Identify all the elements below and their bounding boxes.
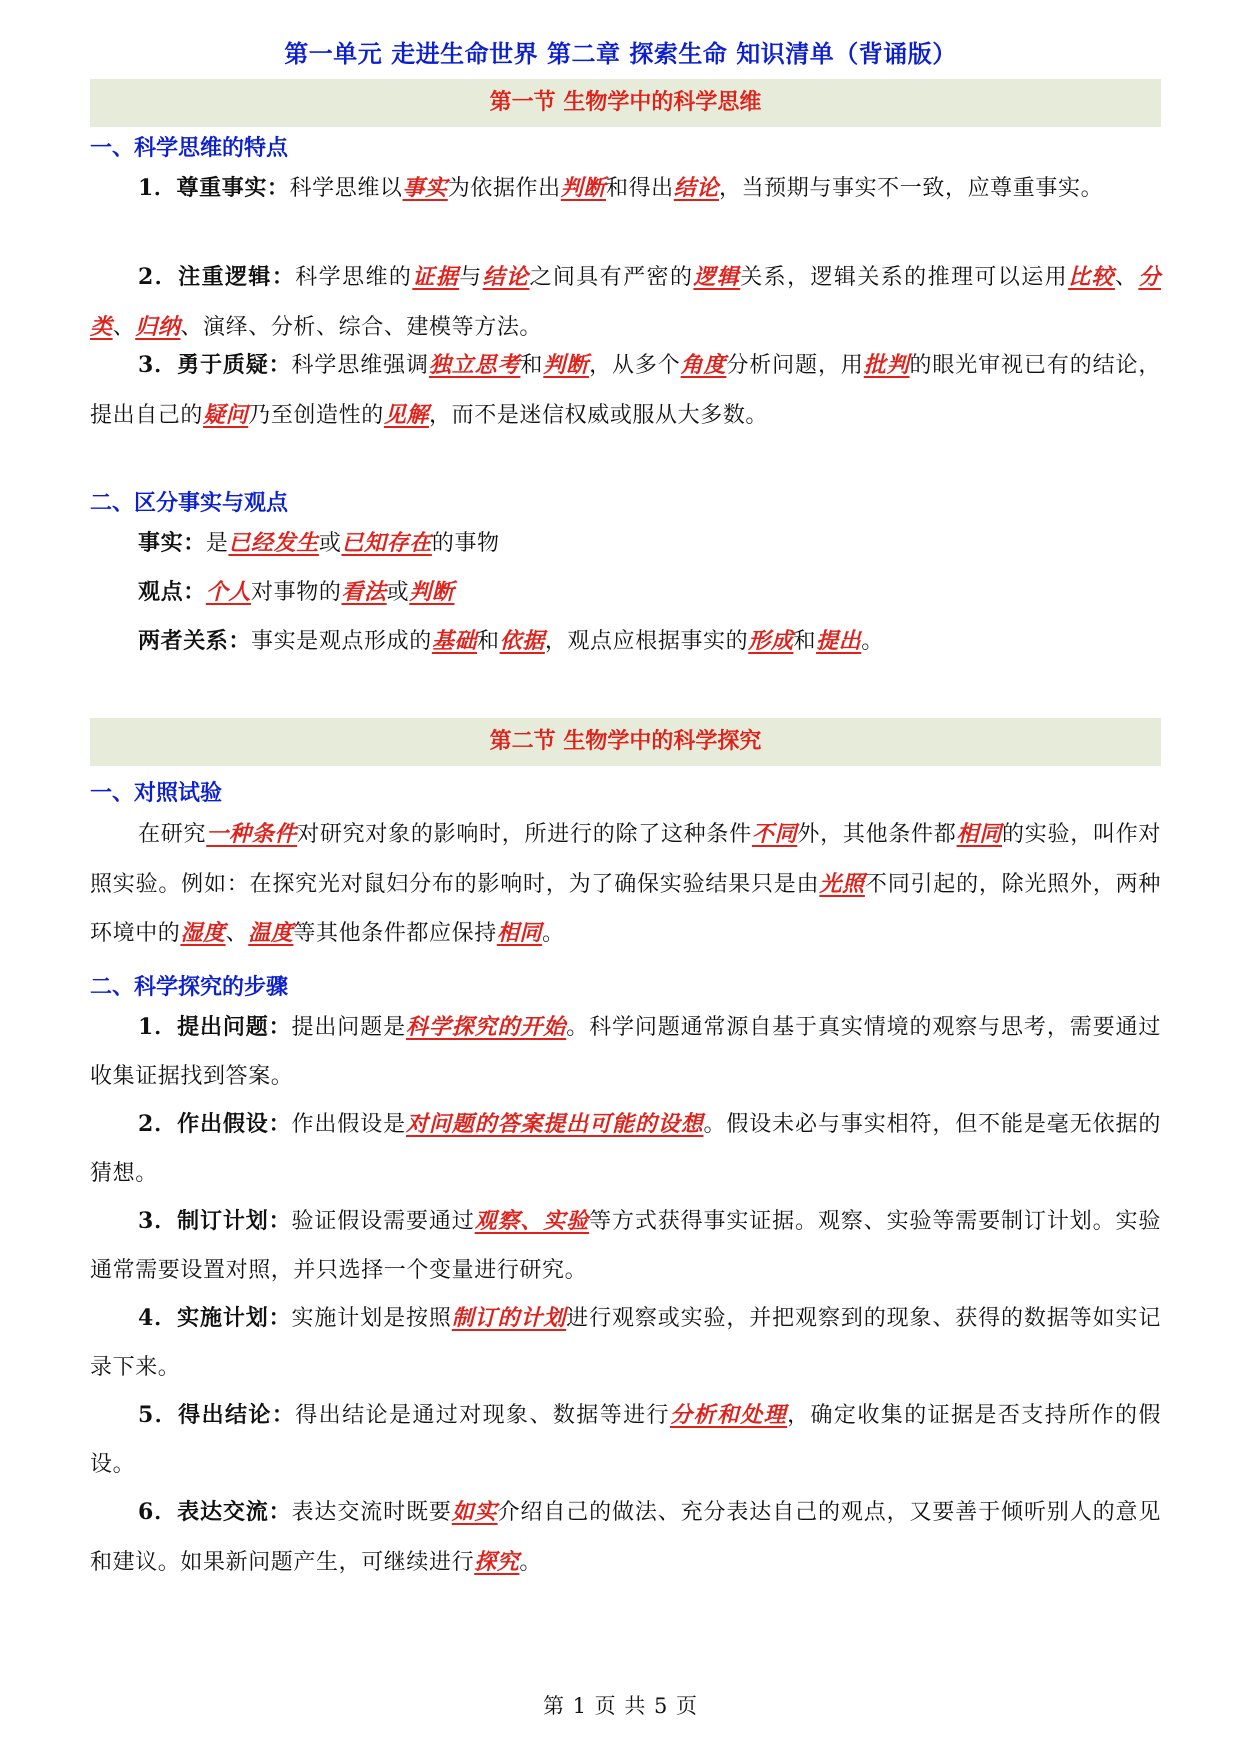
text: 。 bbox=[861, 629, 884, 654]
keyword: 判断 bbox=[409, 579, 455, 605]
text: 外，其他条件都 bbox=[797, 822, 957, 847]
text: 。科学问题通常源自基于真实情境的观察与思考，需要通过收集证据找到答案。 bbox=[90, 1015, 1161, 1089]
item-number: 3． bbox=[138, 1208, 178, 1234]
keyword: 温度 bbox=[248, 920, 294, 946]
text: 乃至创造性的 bbox=[248, 402, 384, 428]
keyword: 形成 bbox=[748, 628, 794, 654]
keyword: 疑问 bbox=[203, 401, 249, 428]
keyword: 如实 bbox=[451, 1499, 498, 1525]
text: 对研究对象的影响时，所进行的除了这种条件 bbox=[297, 822, 752, 847]
keyword: 一种条件 bbox=[206, 821, 298, 847]
item-label: 表达交流： bbox=[177, 1500, 292, 1525]
heading-science-thinking-features: 一、科学思维的特点 bbox=[90, 136, 289, 161]
text: ，从多个 bbox=[589, 353, 681, 378]
item-number: 6． bbox=[138, 1499, 178, 1525]
text: 不同引起的，除光照外，两种环境中的 bbox=[90, 871, 1161, 946]
text: 的实验，叫作对照实验。例如：在探究光对鼠妇分布的影响时，为了确保实验结果只是由 bbox=[90, 822, 1162, 897]
keyword: 比较 bbox=[1068, 264, 1115, 290]
keyword: 分类 bbox=[90, 264, 1161, 340]
text: 。 bbox=[519, 1549, 543, 1575]
item-number: 1． bbox=[138, 1014, 178, 1040]
paragraph-question bbox=[90, 341, 1161, 440]
keyword: 结论 bbox=[673, 175, 719, 201]
keyword: 对问题的答案提出可能的设想 bbox=[405, 1111, 704, 1137]
text: 验证假设需要通过 bbox=[291, 1209, 475, 1234]
text: ，当预期与事实不一致，应尊重事实。 bbox=[718, 176, 1104, 201]
text: 的眼光审视已有的结论，提出自己的 bbox=[90, 353, 1161, 428]
text: 实施计划是按照 bbox=[291, 1306, 452, 1331]
heading-control-experiment: 一、对照试验 bbox=[90, 781, 223, 806]
keyword: 归纳 bbox=[135, 313, 181, 340]
keyword: 制订的计划 bbox=[451, 1305, 567, 1331]
item-number: 4． bbox=[138, 1305, 178, 1331]
item-label: 实施计划： bbox=[177, 1306, 292, 1331]
item-label: 作出假设： bbox=[177, 1112, 292, 1137]
item-label: 注重逻辑： bbox=[178, 265, 296, 290]
paragraph-step-plan bbox=[90, 1197, 1161, 1295]
text: 之间具有严密的 bbox=[529, 265, 694, 290]
text: 、 bbox=[112, 314, 136, 340]
text: 科学思维的 bbox=[295, 265, 413, 290]
text: 。 bbox=[542, 921, 565, 946]
text: 科学思维以 bbox=[289, 176, 403, 201]
paragraph-relation bbox=[90, 617, 1161, 667]
text: 的事物 bbox=[431, 531, 500, 556]
text: 为依据作出 bbox=[447, 176, 561, 201]
keyword: 证据 bbox=[412, 264, 460, 290]
text: 或 bbox=[318, 531, 342, 556]
keyword: 角度 bbox=[680, 352, 727, 378]
paragraph-step-conclusion bbox=[90, 1391, 1161, 1489]
keyword: 见解 bbox=[383, 401, 430, 428]
keyword: 基础 bbox=[431, 628, 478, 654]
document-title: 第一单元 走进生命世界 第二章 探索生命 知识清单（背诵版） bbox=[284, 40, 957, 68]
item-label: 勇于质疑： bbox=[177, 353, 292, 378]
item-label: 得出结论： bbox=[178, 1403, 296, 1428]
keyword: 批判 bbox=[863, 352, 910, 378]
text: 和得出 bbox=[605, 176, 674, 201]
text: 对事物的 bbox=[251, 580, 342, 605]
text: 和 bbox=[793, 629, 817, 654]
section-2-title: 第二节 生物学中的科学探究 bbox=[90, 718, 1161, 766]
text: 表达交流时既要 bbox=[291, 1500, 452, 1525]
paragraph-fact bbox=[90, 519, 1161, 569]
text: 进行观察或实验，并把观察到的现象、获得的数据等如实记录下来。 bbox=[90, 1306, 1161, 1380]
text: 、演绎、分析、综合、建模等方法。 bbox=[180, 314, 543, 340]
paragraph-opinion bbox=[90, 568, 1161, 618]
paragraph-step-hypothesis bbox=[90, 1100, 1161, 1198]
paragraph-respect-facts bbox=[90, 164, 1161, 214]
paragraph-step-question bbox=[90, 1003, 1161, 1101]
item-label: 制订计划： bbox=[177, 1209, 292, 1234]
keyword: 事实 bbox=[402, 175, 448, 201]
text: 。假设未必与事实相符，但不能是毫无依据的猜想。 bbox=[90, 1112, 1161, 1186]
keyword: 科学探究的开始 bbox=[405, 1014, 567, 1040]
text: 作出假设是 bbox=[291, 1112, 406, 1137]
paragraph-step-implement bbox=[90, 1294, 1161, 1392]
page-number-footer: 第 1 页 共 5 页 bbox=[542, 1694, 699, 1718]
item-number: 1． bbox=[138, 175, 177, 201]
keyword: 已经发生 bbox=[228, 530, 319, 556]
item-number: 2． bbox=[138, 264, 179, 290]
keyword: 结论 bbox=[482, 264, 530, 290]
text: 、 bbox=[225, 921, 249, 946]
keyword: 提出 bbox=[816, 628, 862, 654]
keyword: 湿度 bbox=[180, 920, 226, 946]
text: 等其他条件都应保持 bbox=[293, 921, 497, 946]
item-label: 提出问题： bbox=[177, 1015, 292, 1040]
keyword: 光照 bbox=[819, 870, 865, 897]
item-label: 观点： bbox=[138, 580, 206, 605]
text: 和 bbox=[520, 353, 544, 378]
keyword: 判断 bbox=[543, 352, 590, 378]
text: 科学思维强调 bbox=[291, 353, 429, 378]
paragraph-logic bbox=[90, 253, 1161, 352]
keyword: 分析和处理 bbox=[669, 1402, 788, 1428]
item-number: 3． bbox=[138, 352, 178, 378]
paragraph-control-experiment bbox=[90, 810, 1161, 959]
keyword: 已知存在 bbox=[341, 530, 432, 556]
keyword: 独立思考 bbox=[428, 352, 521, 378]
keyword: 依据 bbox=[499, 628, 545, 654]
text: 提出问题是 bbox=[291, 1015, 406, 1040]
keyword: 相同 bbox=[956, 821, 1003, 847]
text: 分析问题，用 bbox=[726, 353, 864, 378]
text: 在研究 bbox=[138, 822, 207, 847]
keyword: 看法 bbox=[341, 579, 387, 605]
text: 等方式获得事实证据。观察、实验等需要制订计划。实验通常需要设置对照，并只选择一个变量进行研究。 bbox=[90, 1209, 1161, 1283]
keyword: 不同 bbox=[751, 821, 798, 847]
keyword: 判断 bbox=[560, 175, 606, 201]
keyword: 观察、实验 bbox=[474, 1208, 590, 1234]
item-label: 事实： bbox=[138, 531, 206, 556]
keyword: 探究 bbox=[474, 1548, 520, 1575]
item-number: 5． bbox=[138, 1402, 179, 1428]
paragraph-step-communicate bbox=[90, 1488, 1161, 1587]
keyword: 个人 bbox=[205, 579, 252, 605]
heading-inquiry-steps: 二、科学探究的步骤 bbox=[90, 975, 289, 1000]
item-label: 两者关系： bbox=[138, 629, 252, 654]
keyword: 逻辑 bbox=[693, 264, 741, 290]
text: 与 bbox=[459, 265, 483, 290]
section-1-title: 第一节 生物学中的科学思维 bbox=[90, 79, 1161, 127]
text: 、 bbox=[1114, 265, 1139, 290]
text: 介绍自己的做法、充分表达自己的观点，又要善于倾听别人的意见和建议。如果新问题产生，可继续进行 bbox=[90, 1500, 1162, 1575]
item-label: 尊重事实： bbox=[176, 176, 290, 201]
keyword: 相同 bbox=[496, 920, 543, 946]
text: ，观点应根据事实的 bbox=[544, 629, 749, 654]
text: 关系，逻辑关系的推理可以运用 bbox=[740, 265, 1069, 290]
text: ，确定收集的证据是否支持所作的假设。 bbox=[90, 1403, 1161, 1477]
text: 是 bbox=[205, 531, 229, 556]
heading-fact-vs-opinion: 二、区分事实与观点 bbox=[90, 491, 289, 516]
text: 事实是观点形成的 bbox=[251, 629, 432, 654]
text: 和 bbox=[477, 629, 500, 654]
item-number: 2． bbox=[138, 1111, 178, 1137]
text: 或 bbox=[386, 580, 410, 605]
text: 得出结论是通过对现象、数据等进行 bbox=[295, 1403, 670, 1428]
text: ，而不是迷信权威或服从大多数。 bbox=[429, 402, 769, 428]
